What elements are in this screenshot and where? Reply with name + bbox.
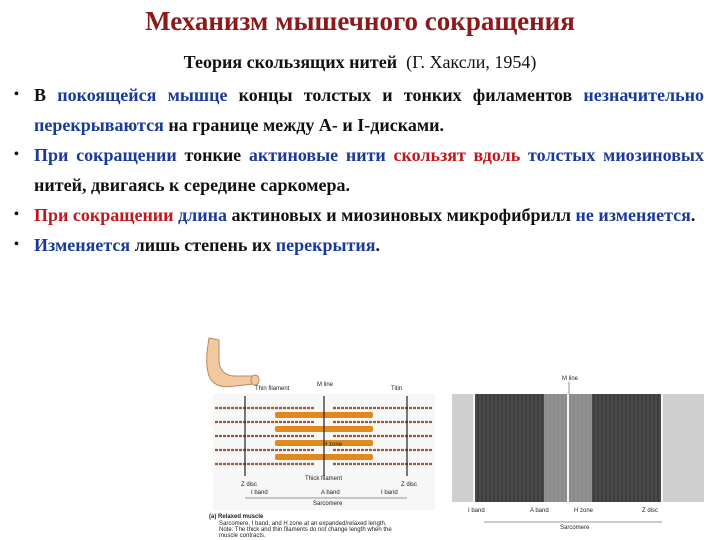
- bullet-item: [14, 140, 704, 200]
- bullet-text-segment: покоящейся мышце: [57, 85, 228, 105]
- bullet-item: [14, 230, 704, 260]
- label-i-band-right: I band: [381, 490, 398, 496]
- bullet-list: [14, 80, 704, 260]
- label-i-band-left: I band: [251, 490, 268, 496]
- bullet-text-segment: длина: [178, 205, 228, 225]
- label-m-line: M line: [317, 382, 334, 388]
- caption-line-2: Note: The thick and thin filaments do not change length when the: [219, 527, 392, 533]
- bullet-dot: •: [14, 87, 19, 102]
- bullet-text-segment: перекрытия: [275, 235, 376, 255]
- label-a-band: A band: [321, 490, 340, 496]
- caption-line-1: Sarcomere, I band, and H zone at an expanded/relaxed length.: [219, 521, 387, 527]
- subtitle-main: Теория скользящих нитей: [183, 52, 398, 72]
- micrograph-label-a-band: A band: [530, 508, 549, 514]
- micrograph-label-z-disc: Z disc: [642, 508, 659, 514]
- label-titin: Titin: [391, 386, 403, 392]
- bullet-text-segment: нитей, двигаясь к середине саркомера.: [34, 175, 351, 195]
- bullet-text-segment: [520, 145, 528, 165]
- micrograph-label-sarcomere: Sarcomere: [560, 525, 590, 531]
- bullet-text-segment: на границе между А- и I-дисками.: [163, 115, 444, 135]
- subtitle-reference: (Г. Хаксли, 1954): [406, 52, 537, 72]
- bullet-text-segment: концы толстых и тонких филаментов: [227, 85, 584, 105]
- bullet-text-segment: толстых миозиновых: [528, 145, 704, 165]
- caption-title: (a) Relaxed muscle: [209, 514, 264, 520]
- label-h-zone: H zone: [323, 442, 343, 448]
- label-z-disc-left: Z disc: [241, 482, 258, 488]
- caption-line-3: muscle contracts.: [219, 533, 266, 539]
- bullet-dot: •: [14, 147, 19, 162]
- bullet-item: [14, 80, 704, 140]
- bullet-dot: •: [14, 237, 19, 252]
- bullet-text-segment: В: [34, 85, 58, 105]
- electron-micrograph: [452, 372, 704, 532]
- bullet-text-segment: .: [690, 205, 696, 225]
- label-thick-filament: Thick filament: [305, 476, 343, 482]
- bullet-dot: •: [14, 207, 19, 222]
- micrograph-label-m-line: M line: [562, 376, 579, 382]
- bullet-text-segment: При: [34, 145, 77, 165]
- bullet-text-segment: Изменяется: [34, 235, 131, 255]
- bullet-text-segment: незначительно перекрываются: [34, 85, 704, 135]
- bullet-text-segment: .: [375, 235, 381, 255]
- bullet-text-segment: При сокращении: [34, 205, 174, 225]
- micrograph-band: [662, 394, 704, 502]
- micrograph-band: [452, 394, 474, 502]
- label-thin-filament: Thin filament: [255, 386, 290, 392]
- bullet-text-segment: скользят вдоль: [393, 145, 521, 165]
- bullet-item: [14, 200, 704, 230]
- micrograph-label-h-zone: H zone: [574, 508, 594, 514]
- bullet-text-segment: актиновых и миозиновых микрофибрилл: [227, 205, 576, 225]
- page-title: Механизм мышечного сокращения: [145, 6, 575, 36]
- bullet-text-segment: сокращении: [76, 145, 177, 165]
- bullet-text-segment: актиновые нити: [248, 145, 386, 165]
- bullet-text-segment: не изменяется: [575, 205, 691, 225]
- label-z-disc-right: Z disc: [401, 482, 418, 488]
- bullet-text-segment: [386, 145, 394, 165]
- arm-icon: [207, 338, 259, 387]
- bullet-text-segment: тонкие: [176, 145, 249, 165]
- bullet-text-segment: лишь степень их: [130, 235, 276, 255]
- micrograph-label-i-band: I band: [468, 508, 485, 514]
- sarcomere-schematic: [205, 330, 435, 540]
- label-sarcomere: Sarcomere: [313, 501, 343, 507]
- page-subtitle: [0, 52, 720, 73]
